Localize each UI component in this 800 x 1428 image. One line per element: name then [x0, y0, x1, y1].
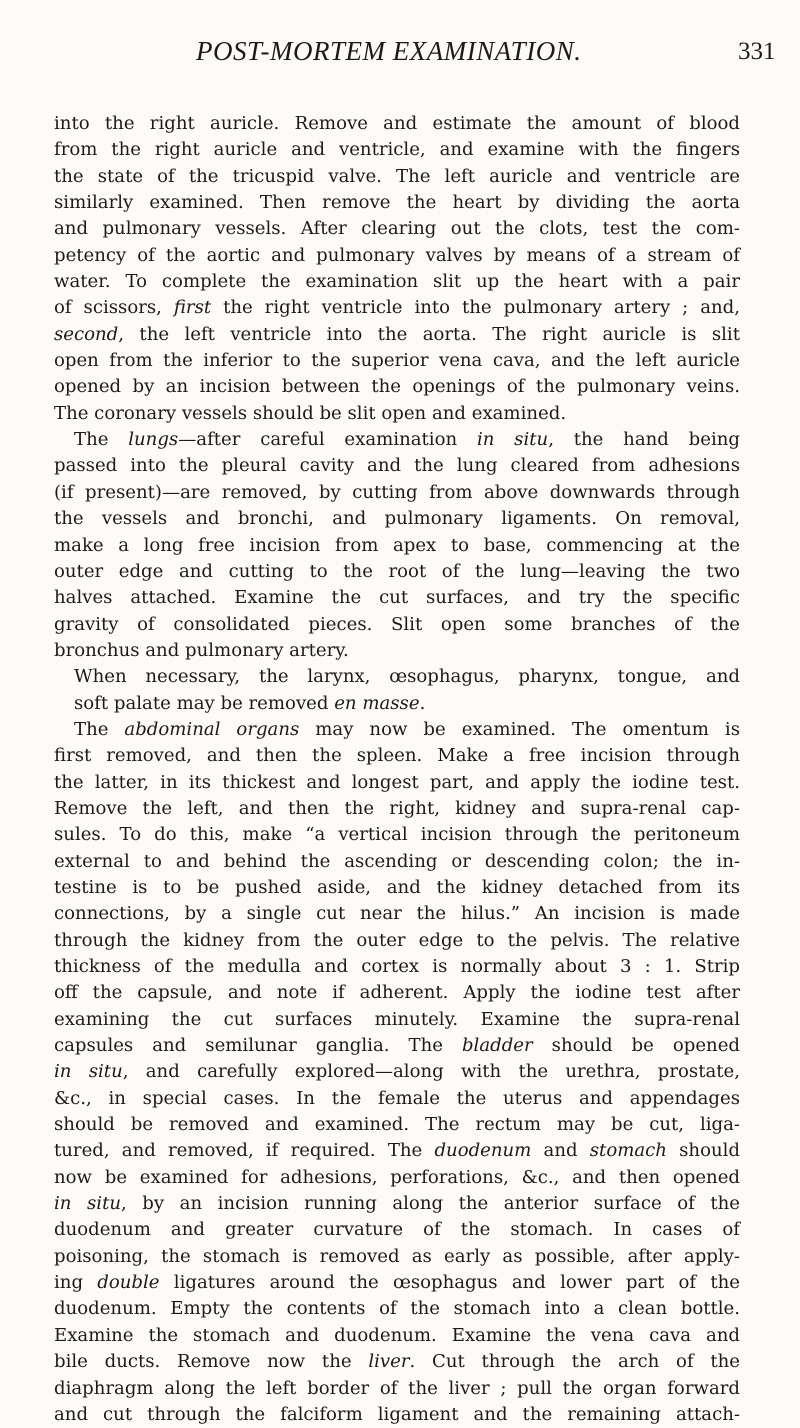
text-segment: and pulmonary vessels. After clearing out the clots, test the com-: [54, 218, 740, 240]
text-segment: bile ducts. Remove now the: [54, 1351, 369, 1373]
text-line: [54, 638, 740, 664]
text-line: [54, 1059, 740, 1085]
text-segment: testine is to be pushed aside, and the kidney detached from its: [54, 876, 740, 898]
text-line: [54, 1165, 740, 1191]
text-segment: The coronary vessels should be slit open and examined.: [54, 402, 567, 424]
text-line: [54, 664, 740, 690]
text-line: [54, 164, 740, 190]
text-segment: , the hand being: [548, 429, 740, 451]
text-segment: water. To complete the examination slit up the heart with a pair: [54, 271, 740, 293]
body-text: [54, 111, 740, 1428]
text-line: [54, 796, 740, 822]
text-line: [54, 506, 740, 532]
text-segment: Remove the left, and then the right, kidney and supra-renal cap-: [54, 797, 740, 819]
page-title: POST-MORTEM EXAMINATION.: [196, 36, 582, 66]
running-head: [0, 36, 800, 76]
text-line: [54, 901, 740, 927]
text-line: [54, 1323, 740, 1349]
text-line: [54, 1376, 740, 1402]
text-line: [54, 585, 740, 611]
text-segment: examining the cut surfaces minutely. Examine the supra-renal: [54, 1008, 740, 1030]
text-line: [54, 1270, 740, 1296]
italic-term: in situ: [54, 1061, 123, 1083]
text-segment: should be opened: [532, 1035, 740, 1057]
text-segment: petency of the aortic and pulmonary valves by means of a stream of: [54, 244, 740, 266]
text-line: [54, 612, 740, 638]
text-segment: the right ventricle into the pulmonary artery ; and,: [211, 297, 740, 319]
text-segment: now be examined for adhesions, perforations, &c., and then opened: [54, 1166, 740, 1188]
text-segment: capsules and semilunar ganglia. The: [54, 1035, 462, 1057]
text-segment: , by an incision running along the anterior surface of the: [121, 1193, 740, 1215]
text-line: [54, 1349, 740, 1375]
text-line: [54, 348, 740, 374]
text-line: [54, 1033, 740, 1059]
italic-term: double: [97, 1272, 160, 1294]
italic-term: stomach: [589, 1140, 667, 1162]
text-segment: poisoning, the stomach is removed as early as possible, after apply-: [54, 1245, 740, 1267]
text-line: [54, 1217, 740, 1243]
text-line: [54, 453, 740, 479]
text-line: [54, 875, 740, 901]
text-line: [54, 1244, 740, 1270]
text-segment: (if present)—are removed, by cutting from above downwards through: [54, 481, 740, 503]
text-segment: —after careful examination: [178, 429, 477, 451]
text-line: [54, 190, 740, 216]
text-segment: .: [419, 692, 426, 714]
text-segment: opened by an incision between the openings of the pulmonary veins.: [54, 376, 740, 398]
text-segment: ligatures around the œsophagus and lower part of the: [159, 1272, 740, 1294]
text-segment: sules. To do this, make “a vertical incision through the peritoneum: [54, 824, 740, 846]
text-line: [54, 1112, 740, 1138]
text-segment: through the kidney from the outer edge to the pelvis. The relative: [54, 929, 740, 951]
page-number: 331: [738, 38, 776, 65]
italic-term: bladder: [461, 1035, 533, 1057]
text-segment: duodenum. Empty the contents of the stomach into a clean bottle.: [54, 1298, 740, 1320]
text-segment: external to and behind the ascending or descending colon; the in-: [54, 850, 740, 872]
italic-term: in situ: [476, 429, 549, 451]
text-line: [54, 980, 740, 1006]
text-segment: open from the inferior to the superior vena cava, and the left auricle: [54, 350, 740, 372]
text-segment: first removed, and then the spleen. Make a free incision through: [54, 745, 740, 767]
text-line: [54, 1296, 740, 1322]
text-segment: halves attached. Examine the cut surfaces, and try the specific: [54, 587, 740, 609]
text-line: [54, 243, 740, 269]
text-line: [54, 954, 740, 980]
text-line: [54, 822, 740, 848]
text-segment: ing: [54, 1272, 98, 1294]
text-line: [54, 295, 740, 321]
italic-term: lungs: [128, 429, 179, 451]
text-segment: . Cut through the arch of the: [409, 1351, 740, 1373]
text-segment: bronchus and pulmonary artery.: [54, 639, 349, 661]
text-segment: passed into the pleural cavity and the lung cleared from adhesions: [54, 455, 740, 477]
italic-term: first: [173, 297, 212, 319]
text-line: [54, 374, 740, 400]
text-segment: duodenum and greater curvature of the stomach. In cases of: [54, 1219, 740, 1241]
text-segment: When necessary, the larynx, œsophagus, pharynx, tongue, and: [74, 666, 740, 688]
text-line: [54, 427, 740, 453]
text-line: [54, 1402, 740, 1428]
text-segment: make a long free incision from apex to base, commencing at the: [54, 534, 740, 556]
text-segment: diaphragm along the left border of the liver ; pull the organ forward: [54, 1377, 740, 1399]
text-segment: should: [666, 1140, 741, 1162]
text-line: [54, 691, 740, 717]
text-segment: , the left ventricle into the aorta. The right auricle is slit: [118, 323, 740, 345]
text-segment: gravity of consolidated pieces. Slit open some branches of the: [54, 613, 740, 635]
text-line: [54, 1007, 740, 1033]
text-line: [54, 1191, 740, 1217]
text-segment: similarly examined. Then remove the heart by dividing the aorta: [54, 192, 740, 214]
text-line: [54, 743, 740, 769]
text-segment: , and carefully explored—along with the urethra, prostate,: [122, 1061, 740, 1083]
text-line: [54, 1138, 740, 1164]
text-segment: tured, and removed, if required. The: [54, 1140, 435, 1162]
italic-term: in situ: [54, 1193, 121, 1215]
text-segment: may now be examined. The omentum is: [299, 718, 740, 740]
text-line: [54, 770, 740, 796]
text-segment: soft palate may be removed: [74, 692, 335, 714]
text-line: [54, 322, 740, 348]
text-segment: outer edge and cutting to the root of the lung—leaving the two: [54, 560, 740, 582]
text-segment: into the right auricle. Remove and estimate the amount of blood: [54, 113, 740, 134]
text-segment: the latter, in its thickest and longest part, and apply the iodine test.: [54, 771, 740, 793]
text-segment: connections, by a single cut near the hilus.” An incision is made: [54, 903, 740, 925]
text-line: [54, 559, 740, 585]
italic-term: abdominal organs: [124, 718, 300, 740]
text-segment: Examine the stomach and duodenum. Examine the vena cava and: [54, 1324, 740, 1346]
text-segment: The: [74, 718, 125, 740]
italic-term: second: [54, 323, 119, 345]
text-line: [54, 401, 740, 427]
text-segment: of scissors,: [54, 297, 174, 319]
text-segment: the state of the tricuspid valve. The left auricle and ventricle are: [54, 165, 740, 187]
text-line: [54, 216, 740, 242]
text-line: [54, 928, 740, 954]
text-line: [54, 849, 740, 875]
text-segment: thickness of the medulla and cortex is normally about 3 : 1. Strip: [54, 956, 740, 977]
text-segment: the vessels and bronchi, and pulmonary ligaments. On removal,: [54, 508, 740, 530]
italic-term: liver: [368, 1351, 410, 1373]
text-segment: and: [531, 1140, 590, 1162]
text-segment: from the right auricle and ventricle, and examine with the fingers: [54, 139, 740, 161]
text-line: [54, 533, 740, 559]
text-line: [54, 1086, 740, 1112]
text-line: [54, 717, 740, 743]
text-line: [54, 137, 740, 163]
text-segment: off the capsule, and note if adherent. Apply the iodine test after: [54, 982, 740, 1004]
text-segment: The: [74, 429, 129, 451]
text-segment: and cut through the falciform ligament and the remaining attach-: [54, 1403, 740, 1425]
italic-term: en masse: [334, 692, 420, 714]
text-segment: should be removed and examined. The rectum may be cut, liga-: [54, 1114, 740, 1136]
italic-term: duodenum: [434, 1140, 532, 1162]
text-line: [54, 111, 740, 137]
text-segment: &c., in special cases. In the female the uterus and appendages: [54, 1087, 740, 1109]
text-line: [54, 269, 740, 295]
text-line: [54, 480, 740, 506]
